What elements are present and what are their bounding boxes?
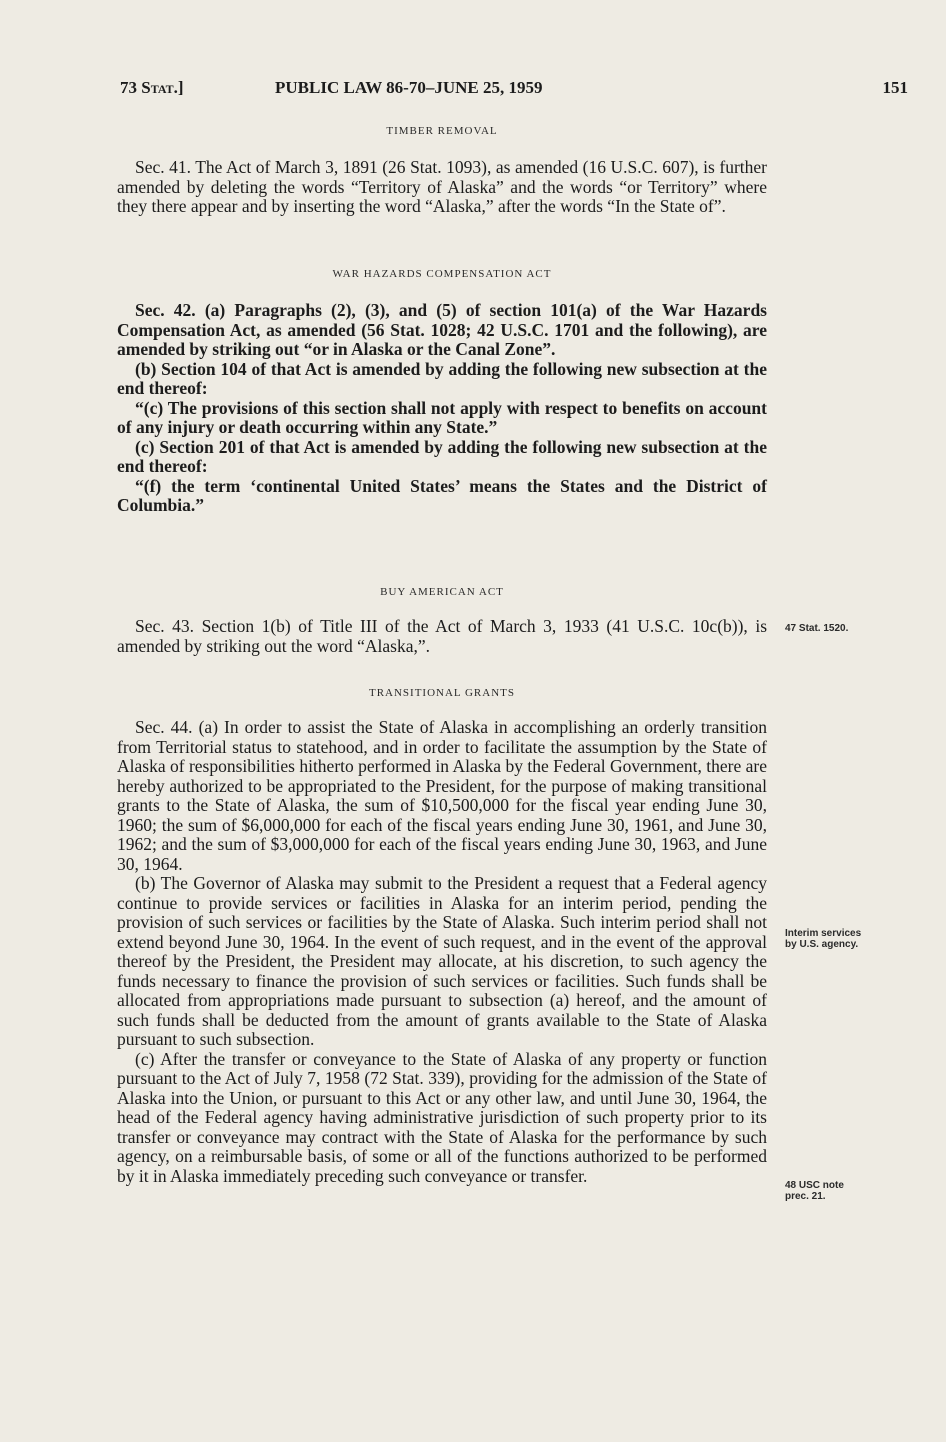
heading-timber-removal: TIMBER REMOVAL (386, 125, 498, 137)
running-title: PUBLIC LAW 86-70–JUNE 25, 1959 (275, 78, 543, 97)
section-42-b-quote: “(c) The provisions of this section shall not apply with respect to benefits on account of any injury or death occurring within any State.” (117, 397, 767, 437)
section-42 (117, 301, 767, 516)
margin-note-interim-line2: by U.S. agency. (785, 939, 859, 950)
volume-reference: 73 Stat.] (120, 78, 184, 97)
margin-note-interim-services (785, 928, 915, 950)
section-44-b: (b) The Governor of Alaska may submit to the President a request that a Federal agency continue to provide services or facilities in Alaska for an interim period, pending the provision of such services or facilities by the State of Alaska. Such interim period shall not extend beyond June 30, 1964. In the event of such request, and in the event of the approval thereof by the President, the President may allocate, at his discretion, to such agency the funds necessary to finance the provision of such services or facilities. Such funds shall be allocated from appropriations made pursuant to subsection (a) hereof, and the amount of such funds shall be deducted from the amount of grants available to the State of Alaska pursuant to such subsection. (117, 873, 767, 1049)
section-42-c-quote: “(f) the term ‘continental United States’ means the States and the District of Columbia.” (117, 475, 767, 515)
section-42-c: (c) Section 201 of that Act is amended by adding the following new subsection at the end thereof: (117, 436, 767, 476)
margin-note-47-stat: 47 Stat. 1520. (785, 623, 849, 634)
section-43-text: Sec. 43. Section 1(b) of Title III of the Act of March 3, 1933 (41 U.S.C. 10c(b)), is amended by striking out the word “Alaska,”. (117, 616, 767, 656)
section-44-a: Sec. 44. (a) In order to assist the State of Alaska in accomplishing an orderly transition from Territorial status to statehood, and in order to facilitate the assumption by the State of Alaska of responsibilities hitherto performed in Alaska by the Federal Government, there are hereby authorized to be appropriated to the President, for the purpose of making transitional grants to the State of Alaska, the sum of $10,500,000 for the fiscal year ending June 30, 1960; the sum of $6,000,000 for each of the fiscal years ending June 30, 1961, and June 30, 1962; and the sum of $3,000,000 for each of the fiscal years ending June 30, 1963, and June 30, 1964. (117, 717, 767, 874)
section-44 (117, 718, 767, 1186)
margin-note-48-usc (785, 1180, 915, 1202)
margin-note-interim-line1: Interim services (785, 928, 862, 939)
section-44-c: (c) After the transfer or conveyance to the State of Alaska of any property or function pursuant to the Act of July 7, 1958 (72 Stat. 339), providing for the admission of the State of Alaska into the Union, or pursuant to this Act or any other law, and until June 30, 1964, the head of the Federal agency having administrative jurisdiction of such property prior to its transfer or conveyance may contract with the State of Alaska for the performance by such agency, on a reimbursable basis, of some or all of the functions authorized to be performed by it in Alaska immediately preceding such conveyance or transfer. (117, 1048, 767, 1186)
section-41 (117, 158, 767, 217)
margin-note-48-usc-line2: prec. 21. (785, 1191, 826, 1202)
heading-buy-american: BUY AMERICAN ACT (380, 586, 504, 598)
section-42-b: (b) Section 104 of that Act is amended by adding the following new subsection at the end thereof: (117, 358, 767, 398)
section-41-text: Sec. 41. The Act of March 3, 1891 (26 Stat. 1093), as amended (16 U.S.C. 607), is further amended by deleting the words “Territory of Alaska” and the words “or Territory” where they there appear and by inserting the word “Alaska,” after the words “In the State of”. (117, 157, 767, 216)
page-number: 151 (882, 78, 908, 97)
page-header (120, 78, 908, 104)
heading-transitional-grants: TRANSITIONAL GRANTS (368, 687, 515, 699)
heading-war-hazards: WAR HAZARDS COMPENSATION ACT (332, 268, 552, 280)
section-43 (117, 617, 767, 656)
margin-note-48-usc-line1: 48 USC note (785, 1180, 844, 1191)
section-42-a: Sec. 42. (a) Paragraphs (2), (3), and (5) of section 101(a) of the War Hazards Compensation Act, as amended (56 Stat. 1028; 42 U.S.C. 1701 and the following), are amended by striking out “or in Alaska or the Canal Zone”. (117, 300, 767, 359)
